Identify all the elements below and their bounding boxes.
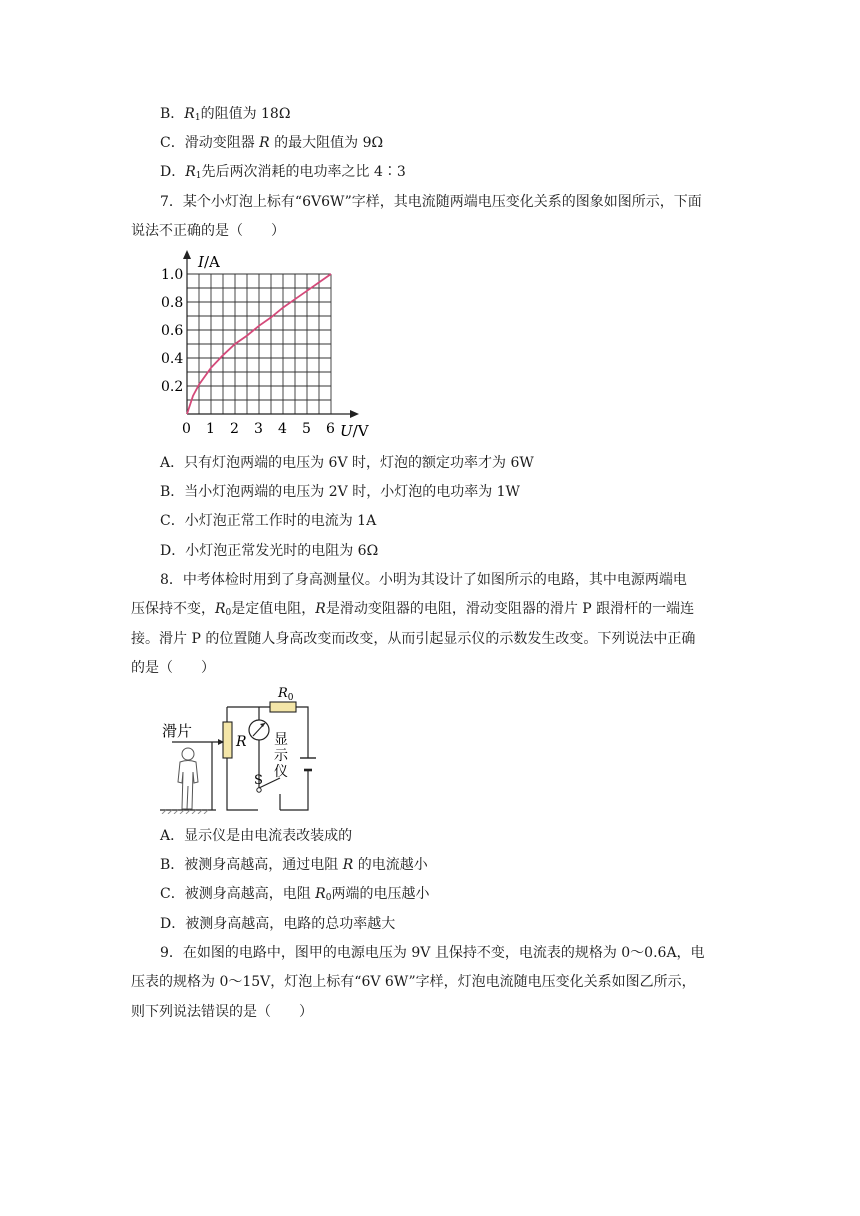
y-tick-label: 0.2 [161, 379, 184, 395]
q8-stem-line4: 的是（ ） [131, 660, 215, 676]
q9-stem-line3: 则下列说法错误的是（ ） [131, 1004, 313, 1020]
q7-stem-line1: 7．某个小灯泡上标有“6V6W”字样，其电流随两端电压变化关系的图象如图所示，下面 [160, 194, 702, 210]
q8-stem-line3: 接。滑片 P 的位置随人身高改变而改变，从而引起显示仪的示数发生改变。下列说法中正确 [131, 631, 696, 647]
x-tick-label: 1 [206, 421, 215, 437]
q8-option-a: A．显示仪是由电流表改装成的 [160, 828, 353, 844]
display-label-1: 显 [274, 732, 288, 748]
x-tick-label: 0 [182, 421, 191, 437]
q6-option-c: C．滑动变阻器 R 的最大阻值为 9Ω [160, 135, 384, 151]
x-axis-label: U/V [340, 422, 369, 440]
x-tick-label: 6 [326, 421, 335, 437]
y-tick-label: 0.4 [161, 351, 184, 367]
r0-label: $R_0$ [278, 686, 294, 703]
y-axis-label: I/A [198, 253, 220, 271]
q9-stem-line1: 9．在如图的电路中，图甲的电源电压为 9V 且保持不变，电流表的规格为 0～0.6A，电 [160, 945, 705, 961]
x-axis-arrow [350, 410, 359, 418]
r-label: R [236, 734, 247, 750]
y-axis-arrow [183, 250, 191, 259]
q7-iu-chart [150, 250, 380, 445]
x-tick-label: 3 [254, 421, 263, 437]
q7-option-a: A．只有灯泡两端的电压为 6V 时，灯泡的额定功率才为 6W [160, 455, 534, 471]
q8-option-d: D．被测身高越高，电路的总功率越大 [160, 916, 396, 932]
r0-resistor [270, 702, 296, 712]
display-label-2: 示 [274, 748, 288, 764]
q7-stem-line2: 说法不正确的是（ ） [131, 223, 285, 239]
wire-top-right [296, 707, 308, 758]
r-resistor [223, 722, 232, 758]
slider-label: 滑片 [162, 722, 193, 740]
x-tick-label: 4 [278, 421, 287, 437]
q6-option-d: D．$R_1$先后两次消耗的电功率之比 4∶3 [160, 164, 406, 181]
x-tick-label: 2 [230, 421, 239, 437]
q6-option-b: B．$R_1$的阻值为 18Ω [160, 106, 291, 123]
switch-label: S [254, 773, 263, 788]
display-label-3: 仪 [274, 764, 288, 780]
q8-option-c: C．被测身高越高，电阻 $R_0$两端的电压越小 [160, 886, 430, 903]
y-tick-label: 0.6 [161, 323, 184, 339]
q7-option-c: C．小灯泡正常工作时的电流为 1A [160, 513, 377, 529]
q8-circuit-diagram [150, 682, 330, 814]
switch-contact [257, 788, 261, 792]
q9-stem-line2: 压表的规格为 0～15V，灯泡上标有“6V 6W”字样，灯泡电流随电压变化关系如图乙所示， [131, 974, 696, 990]
q7-option-d: D．小灯泡正常发光时的电阻为 6Ω [160, 543, 379, 559]
q8-stem-line1: 8．中考体检时用到了身高测量仪。小明为其设计了如图所示的电路，其中电源两端电 [160, 572, 687, 588]
chart-grid [187, 274, 331, 414]
x-tick-label: 5 [302, 421, 311, 437]
y-tick-label: 0.8 [161, 295, 184, 311]
y-tick-label: 1.0 [161, 267, 184, 283]
person-icon [178, 748, 198, 809]
q8-stem-line2: 压保持不变，$R_0$是定值电阻，R是滑动变阻器的电阻，滑动变阻器的滑片 P 跟滑杆的一端连 [131, 601, 695, 618]
q7-option-b: B．当小灯泡两端的电压为 2V 时，小灯泡的电功率为 1W [160, 484, 520, 500]
q8-option-b: B．被测身高越高，通过电阻 R 的电流越小 [160, 857, 428, 873]
